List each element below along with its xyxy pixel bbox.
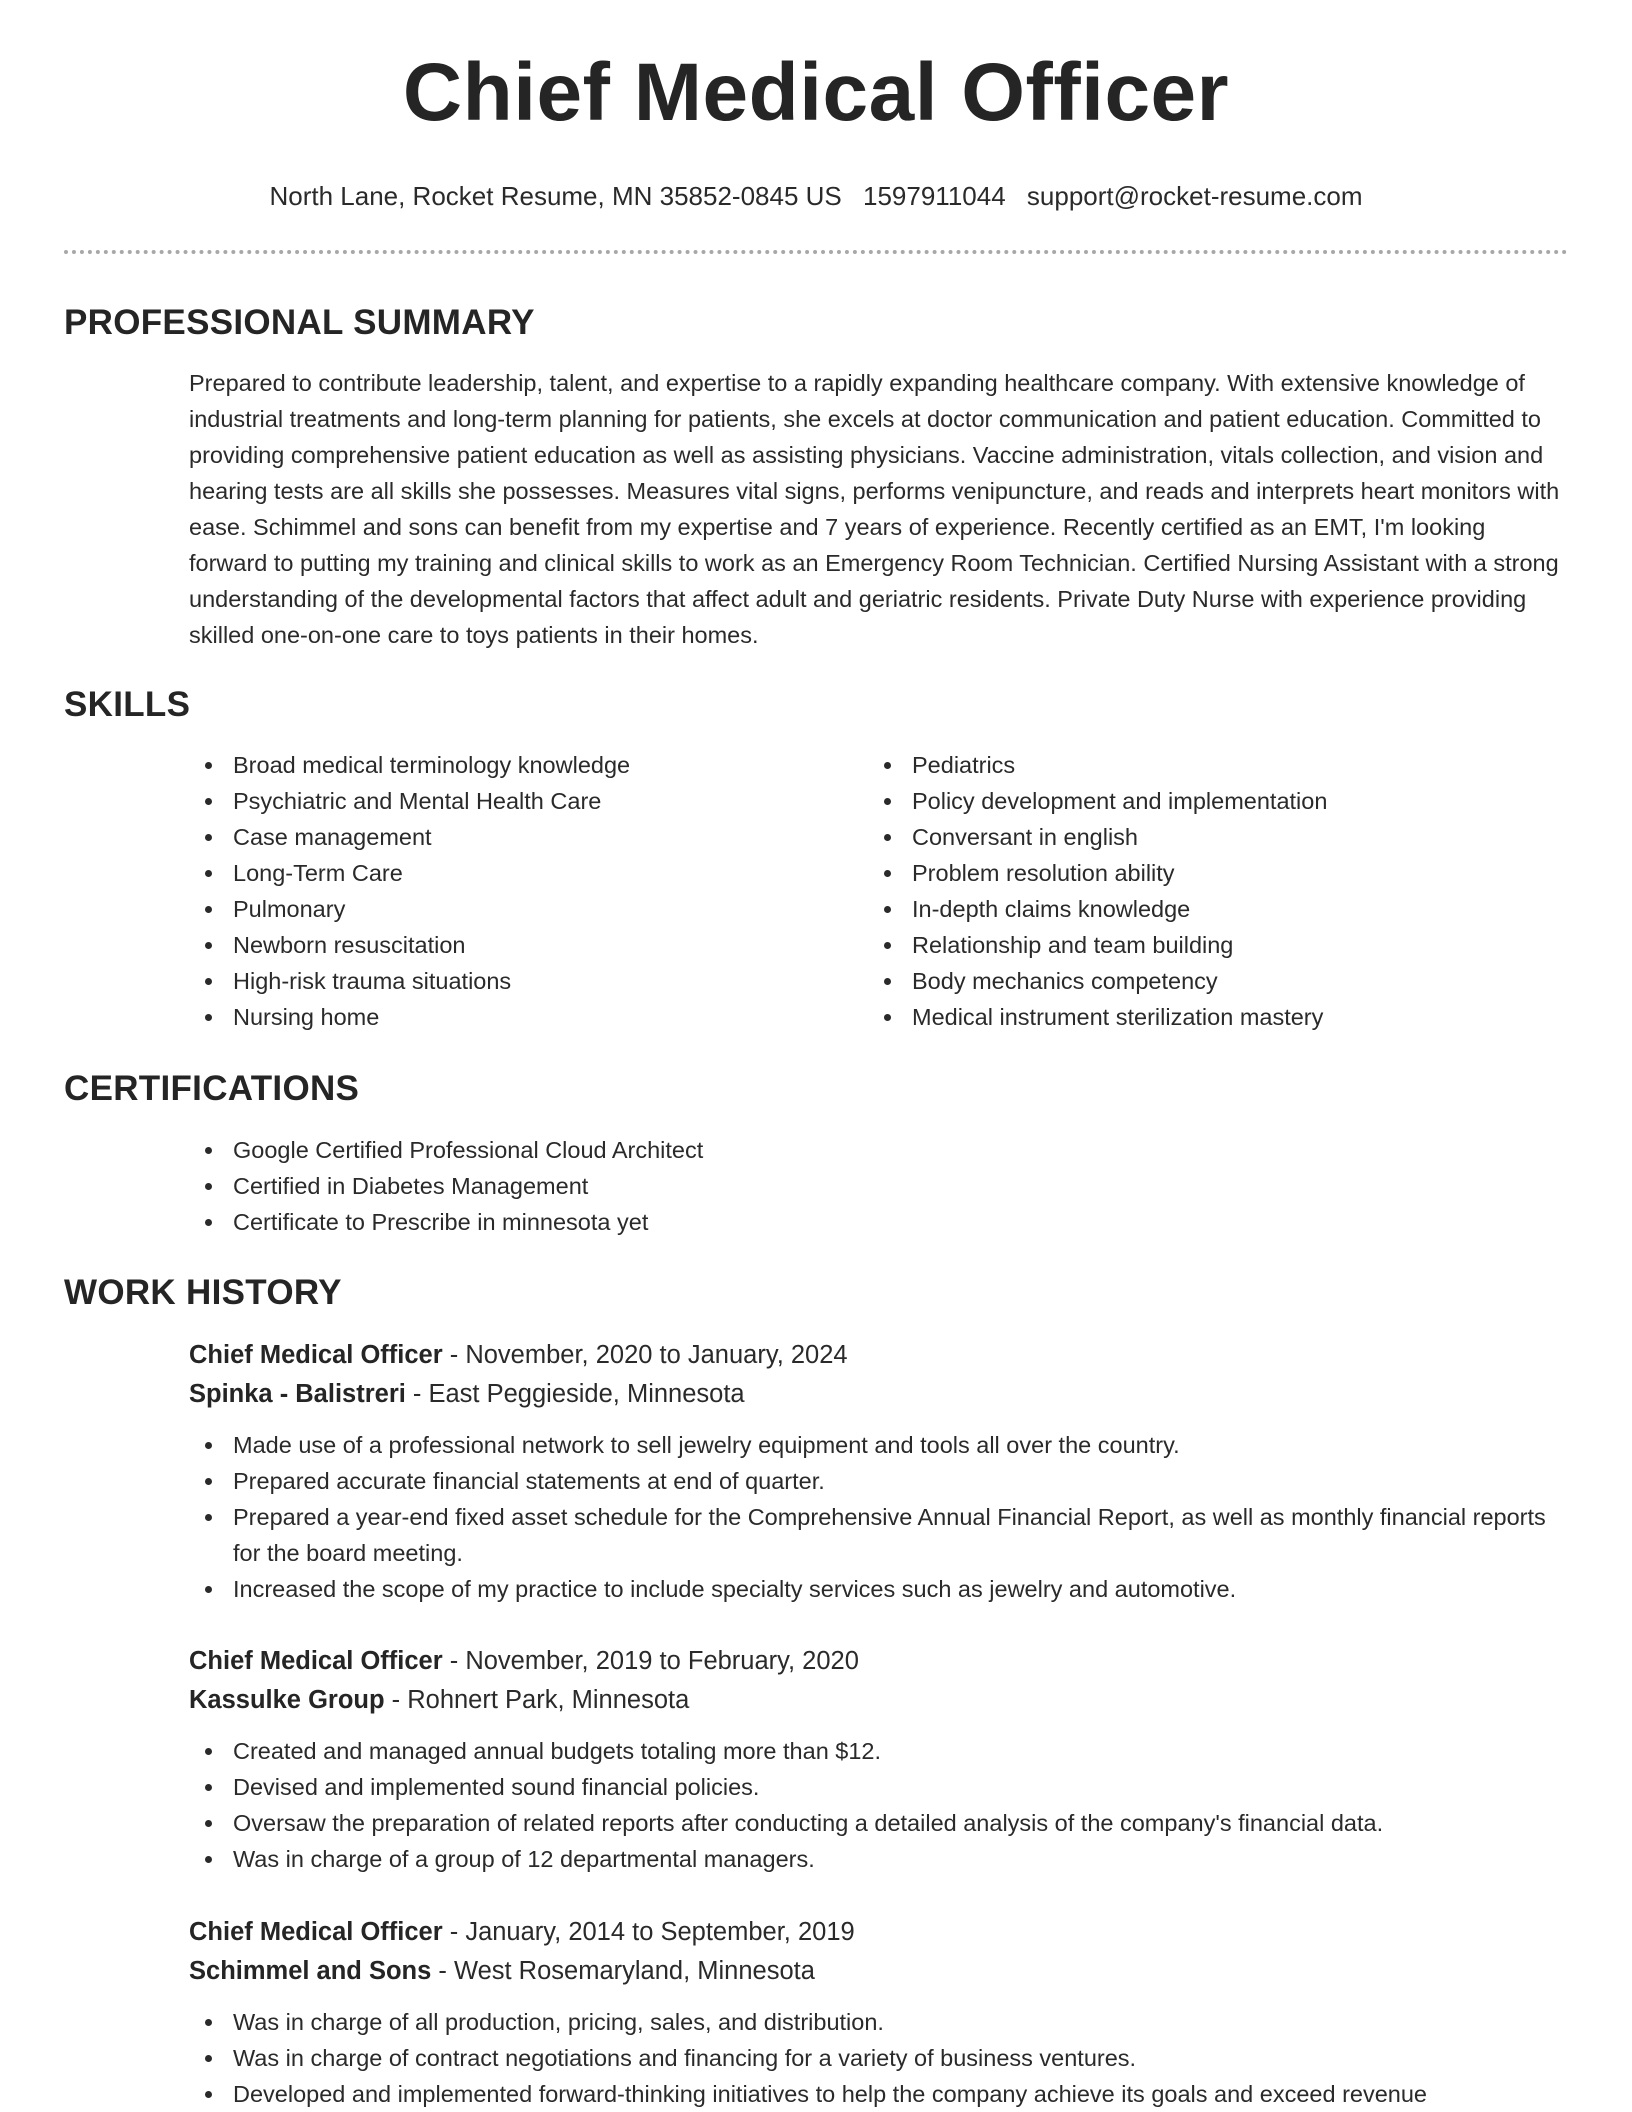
job-title: Chief Medical Officer: [189, 1918, 443, 1946]
job-location: - Rohnert Park, Minnesota: [384, 1686, 690, 1714]
job-bullets: [189, 1427, 1569, 1607]
list-item: Problem resolution ability: [868, 855, 1528, 891]
skills-list-left: [189, 747, 849, 1035]
list-item: High-risk trauma situations: [189, 963, 849, 999]
job-company: Schimmel and Sons: [189, 1957, 432, 1985]
job-location: - West Rosemaryland, Minnesota: [431, 1957, 815, 1985]
certifications-list: [189, 1132, 1569, 1240]
job-title: Chief Medical Officer: [189, 1341, 443, 1369]
list-item: Was in charge of contract negotiations and financing for a variety of business ventures.: [189, 2040, 1569, 2076]
job-company: Spinka - Balistreri: [189, 1380, 406, 1408]
list-item: Prepared accurate financial statements at end of quarter.: [189, 1463, 1569, 1499]
summary-text: Prepared to contribute leadership, talent, and expertise to a rapidly expanding healthcare company. With extensive knowledge of industrial treatments and long-term planning for patients, she excels at doctor communication and patient education. Committed to providing comprehensive patient education as well as assisting physicians. Vaccine administration, vitals collection, and vision and hearing tests are all skills she possesses. Measures vital signs, performs venipuncture, and reads and interprets heart monitors with ease. Schimmel and sons can benefit from my expertise and 7 years of experience. Recently certified as an EMT, I'm looking forward to putting my training and clinical skills to work as an Emergency Room Technician. Certified Nursing Assistant with a strong understanding of the developmental factors that affect adult and geriatric residents. Private Duty Nurse with experience providing skilled one-on-one care to toys patients in their homes.: [189, 370, 1560, 648]
list-item: Devised and implemented sound financial policies.: [189, 1769, 1569, 1805]
job-bullets: [189, 1733, 1569, 1877]
section-title-certifications: CERTIFICATIONS: [64, 1069, 360, 1108]
job-title: Chief Medical Officer: [189, 1647, 443, 1675]
section-title-work-history: WORK HISTORY: [64, 1273, 342, 1312]
job-entry: [189, 1642, 1569, 1877]
contact-line: [0, 183, 1632, 209]
job-title-line: [189, 1642, 1569, 1681]
list-item: Medical instrument sterilization mastery: [868, 999, 1528, 1035]
job-title-line: [189, 1336, 1569, 1375]
list-item: Policy development and implementation: [868, 783, 1528, 819]
job-title-line: [189, 1913, 1569, 1952]
job-dates: - November, 2019 to February, 2020: [442, 1647, 859, 1675]
list-item: Body mechanics competency: [868, 963, 1528, 999]
list-item: Conversant in english: [868, 819, 1528, 855]
job-entry: [189, 1336, 1569, 1607]
list-item: Google Certified Professional Cloud Architect: [189, 1132, 1569, 1168]
header-divider: [64, 250, 1568, 254]
list-item: Developed and implemented forward-thinking initiatives to help the company achieve its goals and exceed revenue: [189, 2076, 1569, 2112]
resume-name: Chief Medical Officer: [402, 47, 1230, 138]
job-location: - East Peggieside, Minnesota: [405, 1380, 745, 1408]
job-company: Kassulke Group: [189, 1686, 385, 1714]
job-dates: - January, 2014 to September, 2019: [442, 1918, 855, 1946]
list-item: Was in charge of a group of 12 departmental managers.: [189, 1841, 1569, 1877]
list-item: Nursing home: [189, 999, 849, 1035]
list-item: Long-Term Care: [189, 855, 849, 891]
list-item: Oversaw the preparation of related reports after conducting a detailed analysis of the company's financial data.: [189, 1805, 1569, 1841]
list-item: Psychiatric and Mental Health Care: [189, 783, 849, 819]
contact-email: support@rocket-resume.com: [1026, 181, 1363, 211]
job-entry: [189, 1913, 1569, 2112]
list-item: Certified in Diabetes Management: [189, 1168, 1569, 1204]
list-item: Newborn resuscitation: [189, 927, 849, 963]
list-item: Broad medical terminology knowledge: [189, 747, 849, 783]
skills-list-right: [868, 747, 1528, 1035]
list-item: Prepared a year-end fixed asset schedule for the Comprehensive Annual Financial Report, as well as monthly financial reports for the board meeting.: [189, 1499, 1569, 1571]
list-item: In-depth claims knowledge: [868, 891, 1528, 927]
list-item: Pulmonary: [189, 891, 849, 927]
list-item: Created and managed annual budgets totaling more than $12.: [189, 1733, 1569, 1769]
job-company-line: [189, 1681, 1569, 1720]
list-item: Increased the scope of my practice to include specialty services such as jewelry and automotive.: [189, 1571, 1569, 1607]
section-title-summary: PROFESSIONAL SUMMARY: [64, 303, 535, 342]
section-title-skills: SKILLS: [64, 685, 191, 724]
job-company-line: [189, 1375, 1569, 1414]
list-item: Pediatrics: [868, 747, 1528, 783]
job-bullets: [189, 2004, 1569, 2112]
list-item: Was in charge of all production, pricing, sales, and distribution.: [189, 2004, 1569, 2040]
contact-phone: 1597911044: [863, 181, 1006, 211]
list-item: Relationship and team building: [868, 927, 1528, 963]
list-item: Case management: [189, 819, 849, 855]
contact-address: North Lane, Rocket Resume, MN 35852-0845 US: [269, 181, 842, 211]
job-company-line: [189, 1952, 1569, 1991]
list-item: Made use of a professional network to sell jewelry equipment and tools all over the country.: [189, 1427, 1569, 1463]
list-item: Certificate to Prescribe in minnesota yet: [189, 1204, 1569, 1240]
job-dates: - November, 2020 to January, 2024: [442, 1341, 848, 1369]
